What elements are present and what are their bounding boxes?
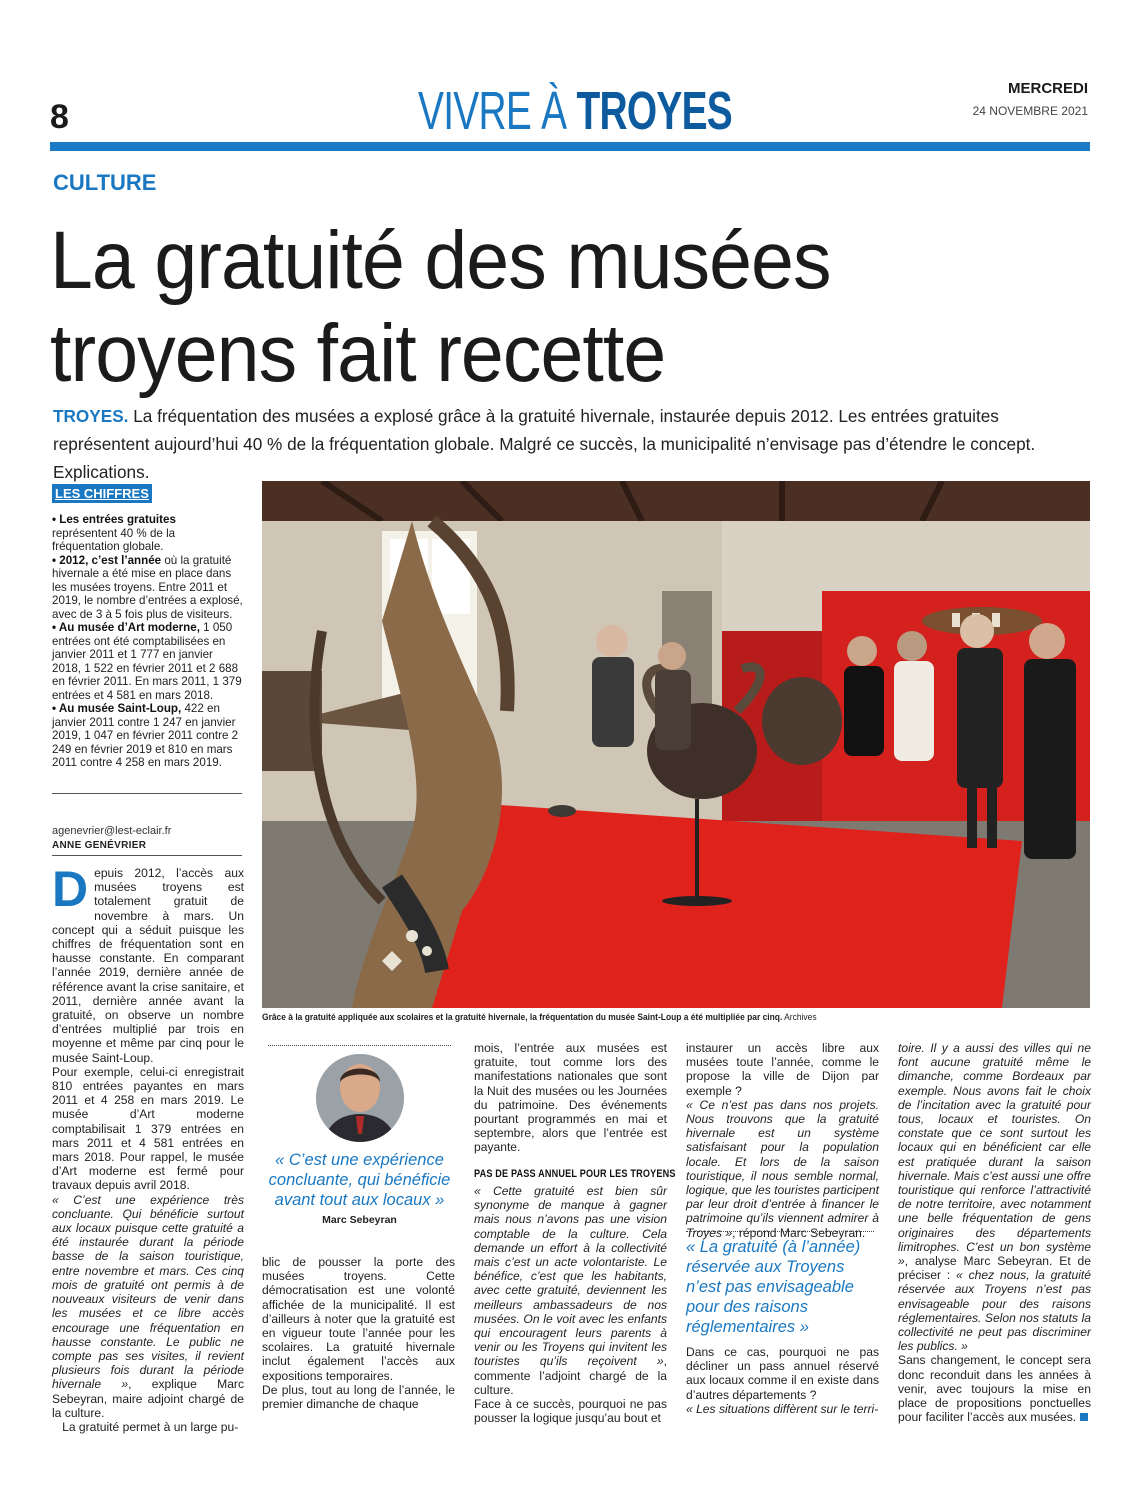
rubric: CULTURE [53, 170, 157, 195]
article-column-1 [52, 861, 244, 1434]
paragraph-text: , répond Marc Sebeyran. [732, 1225, 866, 1240]
end-mark-icon [1080, 1413, 1088, 1421]
author-email[interactable]: agenevrier@lest-eclair.fr [52, 825, 172, 837]
article-column-3-b [474, 1184, 667, 1425]
date-full: 24 NOVEMBRE 2021 [972, 104, 1088, 118]
chapo-text: La fréquentation des musées a explosé grâce à la gratuité hivernale, instaurée depuis 2012. Les entrées gratuites représentent aujourd’hui 40 % de la fréquentation globale. Malgré ce succès, la municipalité n’envisage pas d’étendre le concept. Explications. [53, 406, 1036, 482]
subheading-text: PAS DE PASS ANNUEL POUR LES TROYENS [474, 1168, 676, 1180]
section-title [418, 80, 854, 142]
portrait-photo [316, 1054, 404, 1142]
chapo-kicker: TROYES. [53, 406, 129, 426]
chiffres-item-bold: • Au musée Saint-Loup, [52, 702, 182, 715]
author-name: ANNE GENÉVRIER [52, 840, 147, 851]
paragraph-text: , analyse Marc Sebeyran. Et de préciser : [898, 1254, 1091, 1283]
pull-quote-1: « C’est une expérience concluante, qui bénéficie avant tout aux locaux » [268, 1151, 451, 1209]
section-title-light: VIVRE À [418, 81, 577, 141]
paragraph [474, 1184, 667, 1397]
chiffres-item-bold: • Au musée d’Art moderne, [52, 621, 200, 634]
headline [50, 214, 1100, 400]
paragraph: blic de pousser la porte des musées troyens. Cette démocratisation est une volonté affichée de la municipalité. Il est d’ailleurs à noter que la gratuité est en vigueur toute l’année pour les scolaires. La gratuité hivernale inclut également l’accès aux expositions temporaires. [262, 1255, 455, 1383]
quote-rule [686, 1231, 874, 1232]
article-column-5 [898, 1041, 1091, 1424]
museum-photo-illustration [262, 481, 1090, 1008]
paragraph: Dans ce cas, pourquoi ne pas décliner un pass annuel réservé aux locaux comme il en existe dans d’autres départements ? [686, 1345, 879, 1402]
chiffres-title: LES CHIFFRES [52, 484, 152, 503]
page-number: 8 [50, 98, 69, 136]
photo-caption [262, 1012, 1090, 1024]
chiffres-item-text: 422 en janvier 2011 contre 1 247 en janvier 2019, 1 047 en février 2011 contre 2 249 en février 2019 et 810 en mars 2011 contre 4 258 en mars 2019. [52, 702, 239, 769]
chiffres-item [52, 621, 244, 702]
paragraph [898, 1353, 1091, 1424]
sidebar-rule [52, 793, 242, 794]
caption-credit: Archives [782, 1012, 817, 1023]
section-title-bold: TROYES [576, 81, 733, 141]
quote-text: « C’est une expérience très concluante. Qui bénéficie surtout aux locaux puisque cette gratuité a été instaurée durant la période basse de la saison touristique, entre novembre et mars. Ces cinq mois de gratuité ont permis à de nouveaux visiteurs de venir dans les musées et ce libre accès encourage une fréquentation en hausse constante. Le public ne compte pas ses visites, il revient plusieurs fois durant la période hivernale » [52, 1192, 244, 1392]
paragraph: Face à ce succès, pourquoi ne pas pousser la logique jusqu’au bout et [474, 1397, 667, 1426]
paragraph: mois, l’entrée aux musées est gratuite, tout comme lors des manifestations nationales que sont la Nuit des musées ou les Journées du patrimoine. Des événements pourtant programmés en mai et septembre, alors que l’entrée est payante. [474, 1041, 667, 1155]
paragraph [686, 1402, 879, 1416]
header-rule [50, 142, 1090, 151]
pull-quote-1-author: Marc Sebeyran [322, 1214, 397, 1226]
chiffres-item [52, 702, 244, 770]
chapo [53, 402, 1093, 486]
paragraph-text: , commente l’adjoint chargé de la culture. [474, 1354, 667, 1397]
chiffres-item [52, 554, 244, 622]
paragraph [52, 861, 244, 1065]
paragraph [898, 1041, 1091, 1353]
article-column-2 [262, 1255, 455, 1411]
chiffres-item-text: où la gratuité hivernale a été mise en place dans les musées troyens. Entre 2011 et 2019, le nombre d’entrées a explosé, avec de 3 à 5 fois plus de visiteurs. [52, 553, 243, 621]
article-column-4 [686, 1041, 879, 1240]
quote-text: « Cette gratuité est bien sûr synonyme de manque à gagner mais nous n’avons pas une vision comptable de la culture. Cela demande un effort à la collectivité mais c’est un acte volontariste. Le bénéfice, c’est que les habitants, avec cette gratuité, deviennent les meilleurs ambassadeurs de nos musées. On le voit avec les enfants qui encouragent leurs parents à venir ou les Troyens qui invitent les touristes qu’ils reçoivent » [474, 1184, 667, 1369]
article-column-4-b [686, 1345, 879, 1416]
paragraph-text: Sans changement, le concept sera donc reconduit dans les années à venir, avec toujours la mise en place de propositions ponctuelles pour faciliter l’accès aux musées. [898, 1353, 1091, 1425]
paragraph [686, 1098, 879, 1240]
quote-text: « chez nous, la gratuité réservée aux Troyens n’est pas envisageable pour des raisons réglementaires. Selon nos statuts la collectivité ne peut pas discriminer les publics. » [898, 1268, 1091, 1354]
paragraph [52, 1193, 244, 1420]
article-column-3 [474, 1041, 667, 1155]
subheading [474, 1168, 708, 1180]
paragraph-text: , explique Marc Sebeyran, maire adjoint chargé de la culture. [52, 1377, 244, 1420]
chiffres-item-bold: • 2012, c’est l’année [52, 553, 162, 567]
chiffres-item [52, 513, 244, 554]
paragraph-text: La gratuité permet à un large pu- [62, 1419, 239, 1434]
quote-text: « Les situations diffèrent sur le terri- [686, 1401, 879, 1416]
caption-text: Grâce à la gratuité appliquée aux scolaires et la gratuité hivernale, la fréquentation du musée Saint-Loup a été multipliée par cinq. [262, 1012, 783, 1023]
paragraph [52, 1420, 244, 1434]
chiffres-list [52, 513, 244, 770]
museum-photo [262, 481, 1090, 1008]
headline-text: La gratuité des musées troyens fait recette [50, 215, 831, 399]
paragraph: Pour exemple, celui-ci enregistrait 810 entrées payantes en mars 2011 et 4 258 en mars 2019. Le musée d’Art moderne comptabilisait 1 379 entrées en mars 2011 et 4 581 entrées en mars 2018. Pour rappel, le musée d’Art moderne est fermé pour travaux depuis avril 2018. [52, 1064, 244, 1193]
paragraph: De plus, tout au long de l’année, le premier dimanche de chaque [262, 1382, 455, 1412]
paragraph: instaurer un accès libre aux musées toute l’année, comme le propose la ville de Dijon par exemple ? [686, 1041, 879, 1098]
date-day: MERCREDI [1007, 80, 1088, 97]
pull-quote-2: « La gratuité (à l’année) réservée aux Troyens n’est pas envisageable pour des raisons réglementaires » [686, 1238, 861, 1336]
paragraph-text: epuis 2012, l’accès aux musées troyens est totalement gratuit de novembre à mars. Un concept qui a séduit puisque les chiffres de fréquentation sont en hausse constante. En comparant l’année 2019, dernière année de référence avant la crise sanitaire, et 2011, dernière année avant la gratuité, on observe un nombre d’entrées multiplié par trois en moyenne et même par cinq pour le musée Saint-Loup. [52, 866, 244, 1065]
quote-rule [268, 1045, 451, 1046]
byline-rule [52, 855, 242, 856]
chiffres-item-text: 1 050 entrées ont été comptabilisées en janvier 2011 et 1 777 en janvier 2018, 1 522 en février 2011 et 2 688 en février 2011. En mars 2011, 1 379 entrées et 4 581 en mars 2018. [52, 621, 242, 702]
chiffres-item-text: représentent 40 % de la fréquentation globale. [52, 526, 176, 553]
quote-text: toire. Il y a aussi des villes qui ne font aucune gratuité même le dimanche, comme Bordeaux par exemple. Nous avons fait le choix de l’incitation avec la gratuité pour tous, locaux et touristes. On constate que ce sont surtout les locaux qui en bénéficient car elle est pratiquée durant la saison hivernale. Mais c’est aussi une offre touristique qui renforce l’attractivité de notre territoire, avec notamment une belle fréquentation de gens originaires des départements limitrophes. C’est un bon système » [898, 1041, 1091, 1269]
quote-text: « Ce n’est pas dans nos projets. Nous trouvons que la gratuité hivernale est un système satisfaisant pour la population locale. Et lors de la saison touristique, il nous semble normal, logique, que les touristes participent par leur droit d’entrée à financer le patrimoine qu’ils viennent admirer à Troyes » [686, 1097, 879, 1240]
drop-cap: D [52, 861, 89, 917]
portrait-illustration [316, 1054, 404, 1142]
chiffres-item-bold: • Les entrées gratuites [52, 513, 176, 526]
